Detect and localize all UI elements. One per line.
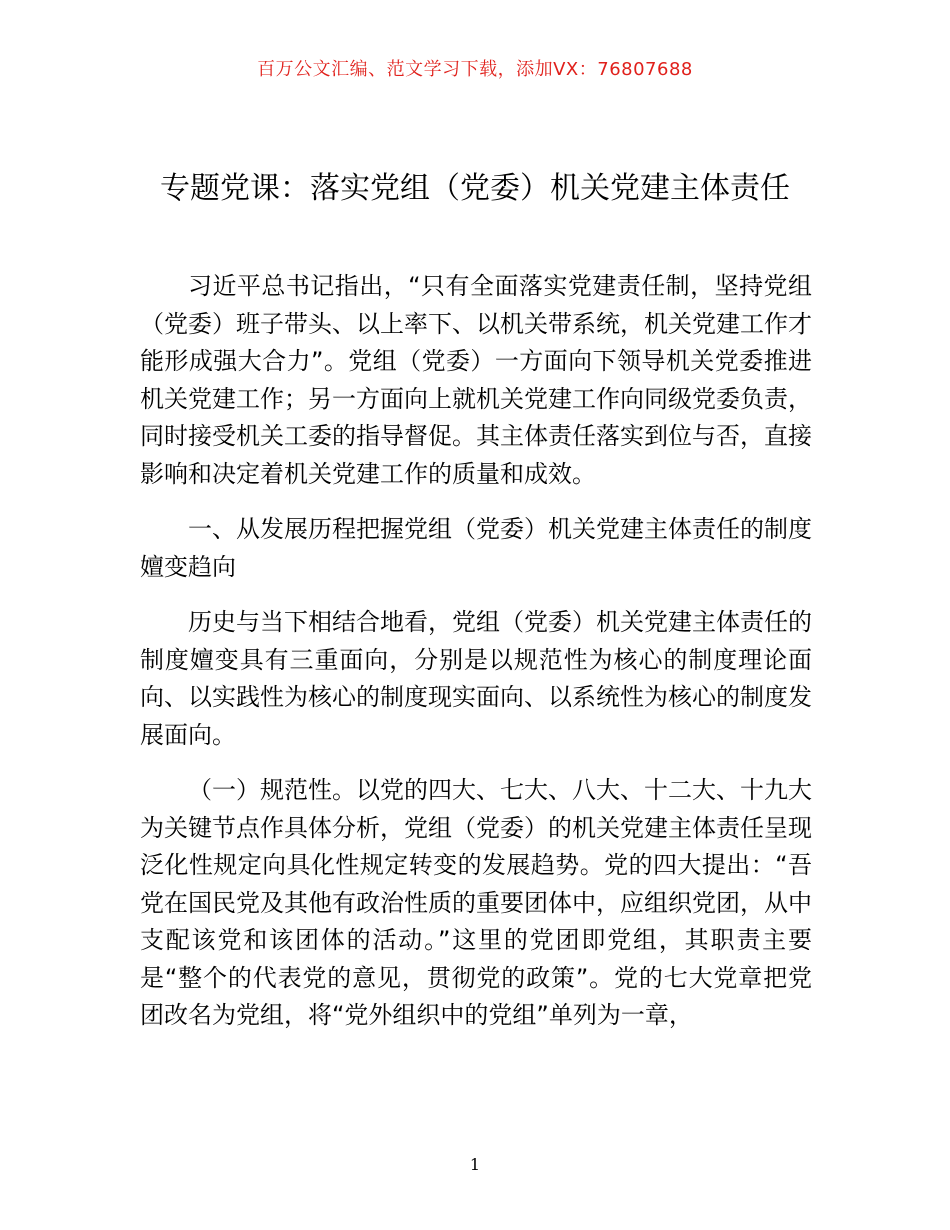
section-heading: 一、从发展历程把握党组（党委）机关党建主体责任的制度嬗变趋向 (140, 515, 812, 581)
body-paragraph: （一）规范性。以党的四大、七大、八大、十二大、十九大为关键节点作具体分析，党组（党委）的机关党建主体责任呈现泛化性规定向具化性规定转变的发展趋势。党的四大提出：“吾党在国民党及其他有政治性质的重要团体中，应组织党团，从中支配该党和该团体的活动。”这里的党团即党组，其职责主要是“整个的代表党的意见，贯彻党的政策”。党的七大党章把党团改名为党组，将“党外组织中的党组”单列为一章， (140, 776, 812, 1029)
document-body (140, 268, 812, 1053)
header-promo-note: 百万公文汇编、范文学习下载，添加VX：76807688 (257, 59, 693, 80)
intro-paragraph: 习近平总书记指出，“只有全面落实党建责任制，坚持党组（党委）班子带头、以上率下、以机关带系统，机关党建工作才能形成强大合力”。党组（党委）一方面向下领导机关党委推进机关党建工作；另一方面向上就机关党建工作向同级党委负责，同时接受机关工委的指导督促。其主体责任落实到位与否，直接影响和决定着机关党建工作的质量和成效。 (140, 272, 812, 488)
body-paragraph: 历史与当下相结合地看，党组（党委）机关党建主体责任的制度嬗变具有三重面向，分别是以规范性为核心的制度理论面向、以实践性为核心的制度现实面向、以系统性为核心的制度发展面向。 (140, 608, 812, 749)
page-number: 1 (469, 1155, 481, 1174)
document-title: 专题党课：落实党组（党委）机关党建主体责任 (160, 171, 790, 206)
